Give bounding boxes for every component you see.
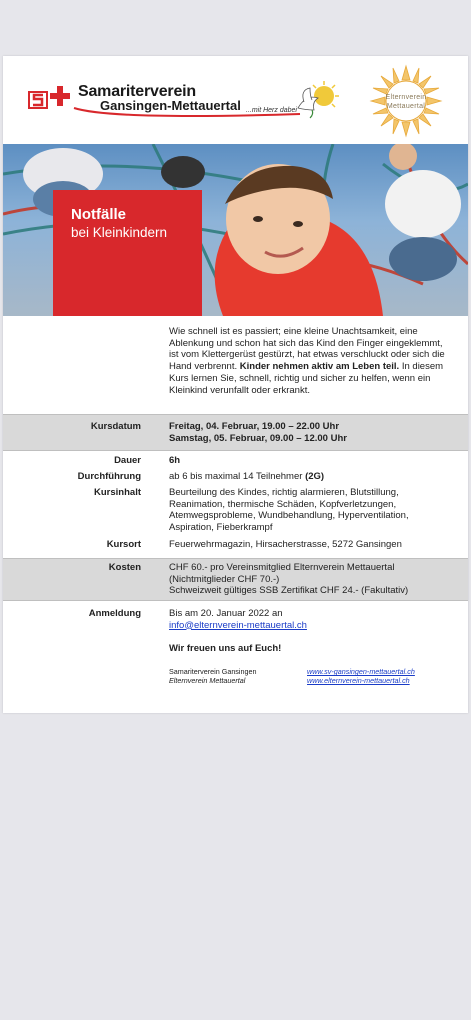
elternverein-logo [369, 64, 443, 138]
kursdatum-label: Kursdatum [90, 421, 141, 432]
elternverein-name-line1: Elternverein [385, 94, 427, 101]
intro-text-2: In diesem Kurs lernen Sie, schnell, richtig und sicher zu helfen, wenn ein Kleinkind verunfallt oder erkrankt. [169, 361, 444, 396]
samariter-name-line1: Samariterverein [78, 83, 196, 100]
row-kursinhalt [3, 487, 468, 539]
course-subtitle: bei Kleinkindern [71, 225, 168, 240]
sun-icon [369, 64, 443, 138]
samariter-s-plus-icon [28, 86, 76, 114]
kursinhalt-label: Kursinhalt [94, 487, 141, 498]
kosten-value [169, 562, 459, 597]
anmeldung-line1: Bis am 20. Januar 2022 an [169, 608, 283, 619]
kursdatum-line1: Freitag, 04. Februar, 19.00 – 22.00 Uhr [169, 421, 340, 432]
kursdatum-value [169, 421, 459, 444]
dauer-text: 6h [169, 455, 181, 466]
elternverein-name-line2: Mettauertal [386, 103, 426, 110]
samariterverein-logo [28, 78, 348, 128]
kursort-label: Kursort [106, 539, 141, 550]
row-kursdatum [3, 414, 468, 451]
durchfuehrung-bold: (2G) [305, 471, 325, 482]
kursinhalt-value: Beurteilung des Kindes, richtig alarmieren, Blutstillung, Reanimation, thermische Schäden, Kopfverletzungen, Atemwegsprobleme, Wundbehandlung, Hyperventilation, Aspiration, Fieberkrampf [169, 487, 409, 534]
kosten-line3: Schweizweit gültiges SSB Zertifikat CHF 24.- (Fakultativ) [169, 585, 409, 597]
course-title: Notfälle [71, 206, 127, 223]
row-durchfuehrung [3, 471, 468, 487]
anmeldung-label: Anmeldung [88, 608, 141, 619]
flyer-page [3, 56, 468, 713]
anmeldung-value [169, 608, 459, 655]
kosten-line1: CHF 60.- pro Vereinsmitglied Elternverein Mettauertal [169, 562, 395, 573]
intro-bold: Kinder nehmen aktiv am Leben teil. [239, 361, 400, 373]
footer-url2-link[interactable]: www.elternverein-mettauertal.ch [307, 676, 410, 685]
durchfuehrung-label: Durchführung [77, 471, 141, 482]
header [3, 56, 468, 144]
footer-url1-link[interactable]: www.sv-gansingen-mettauertal.ch [307, 667, 415, 676]
durchfuehrung-text: ab 6 bis maximal 14 Teilnehmer [169, 471, 306, 482]
footer-org1: Samariterverein Gansingen [169, 667, 257, 676]
row-dauer [3, 455, 468, 471]
footer-links [307, 667, 415, 685]
row-kosten [3, 558, 468, 601]
kursort-value: Feuerwehrmagazin, Hirsacherstrasse, 5272 Gansingen [169, 539, 402, 550]
kursdatum-line2: Samstag, 05. Februar, 09.00 – 12.00 Uhr [169, 432, 347, 444]
title-box [53, 190, 202, 316]
kosten-line2: (Nichtmitglieder CHF 70.-) [169, 573, 280, 585]
footer-org2: Elternverein Mettauertal [169, 676, 246, 685]
closing-text: Wir freuen uns auf Euch! [169, 643, 282, 655]
durchfuehrung-value [169, 471, 459, 483]
dauer-label: Dauer [114, 455, 141, 466]
intro-paragraph [169, 326, 449, 396]
intro-text: Wie schnell ist es passiert; eine kleine Unachtsamkeit, eine Ablenkung und schon hat sich das Kind den Finger eingeklemmt, ist vom Klettergerüst gestürzt, hat etwas verschluckt oder sich die Hand verbrennt. [169, 326, 445, 373]
dauer-value [169, 455, 459, 467]
samariter-tagline: ...mit Herz dabei [246, 107, 297, 114]
footer-orgs [169, 667, 257, 685]
dove-sun-icon [290, 80, 342, 120]
hero-photo [3, 144, 468, 316]
samariter-name-line2: Gansingen-Mettauertal [100, 98, 241, 113]
kosten-label: Kosten [108, 562, 141, 573]
row-anmeldung [3, 608, 468, 658]
anmeldung-email-link[interactable]: info@elternverein-mettauertal.ch [169, 619, 307, 631]
row-kursort [3, 539, 468, 555]
